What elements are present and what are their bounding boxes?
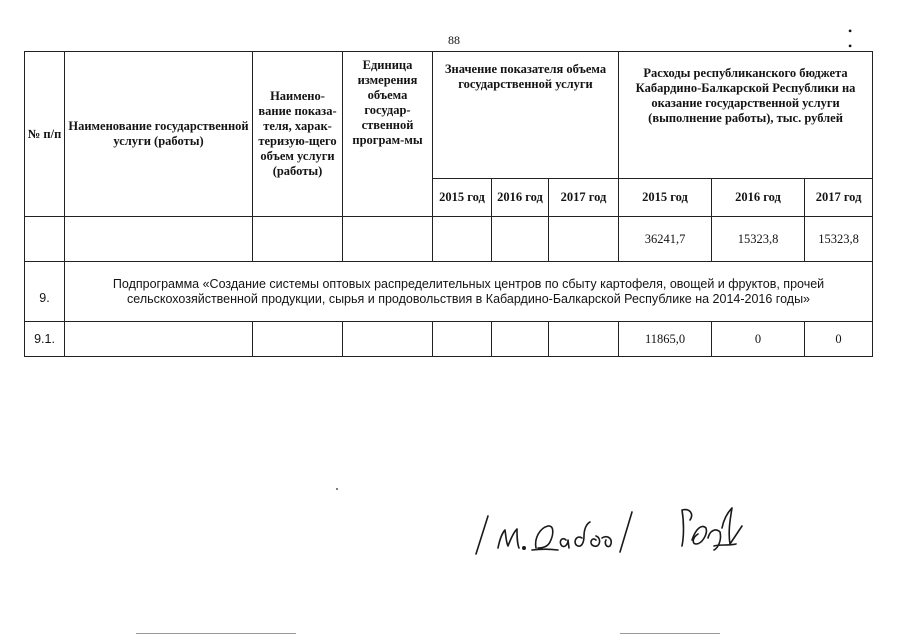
total-expense-2016: 15323,8 bbox=[712, 217, 805, 262]
table-cell bbox=[549, 322, 619, 357]
scan-speck bbox=[336, 488, 338, 490]
table-cell bbox=[65, 217, 253, 262]
corner-marks: • • bbox=[848, 24, 871, 53]
header-volume-year: 2016 год bbox=[492, 179, 549, 217]
item-row bbox=[25, 322, 873, 357]
header-indicator-name: Наимено-вание показа-теля, харак-теризую-щего объем услуги (работы) bbox=[253, 52, 343, 217]
header-service-name: Наименование государственной услуги (работы) bbox=[65, 52, 253, 217]
scan-artifact-line bbox=[620, 633, 720, 634]
table-cell bbox=[65, 322, 253, 357]
table-cell bbox=[433, 322, 492, 357]
total-row bbox=[25, 217, 873, 262]
header-volume-year: 2017 год bbox=[549, 179, 619, 217]
subprogram-row bbox=[25, 262, 873, 322]
item-number: 9.1. bbox=[25, 322, 65, 357]
header-expense-year: 2015 год bbox=[619, 179, 712, 217]
header-unit: Единица измерения объема государ-ственной програм-мы bbox=[343, 52, 433, 217]
table-cell bbox=[343, 217, 433, 262]
subprogram-title: Подпрограмма «Создание системы оптовых распределительных центров по сбыту картофеля, овощей и фруктов, прочей сельскохозяйственной продукции, сырья и продовольствия в Кабардино-Балкарской Республике на 2014-2016 годы» bbox=[65, 262, 873, 322]
table-cell bbox=[253, 322, 343, 357]
budget-table bbox=[24, 51, 873, 357]
signature-drawing bbox=[470, 488, 800, 568]
total-expense-2015: 36241,7 bbox=[619, 217, 712, 262]
scan-artifact-line bbox=[136, 633, 296, 634]
header-volume-group: Значение показателя объема государственной услуги bbox=[433, 52, 619, 179]
header-row-1 bbox=[25, 52, 873, 179]
item-expense-2017: 0 bbox=[805, 322, 873, 357]
header-expense-year: 2017 год bbox=[805, 179, 873, 217]
item-expense-2016: 0 bbox=[712, 322, 805, 357]
table-cell bbox=[253, 217, 343, 262]
subprogram-number: 9. bbox=[25, 262, 65, 322]
total-expense-2017: 15323,8 bbox=[805, 217, 873, 262]
table-cell bbox=[433, 217, 492, 262]
handwritten-signature bbox=[470, 488, 800, 568]
header-expense-year: 2016 год bbox=[712, 179, 805, 217]
item-expense-2015: 11865,0 bbox=[619, 322, 712, 357]
table-cell bbox=[492, 322, 549, 357]
header-expense-group: Расходы республиканского бюджета Кабардино-Балкарской Республики на оказание государственной услуги (выполнение работы), тыс. рублей bbox=[619, 52, 873, 179]
table-cell bbox=[343, 322, 433, 357]
table-cell bbox=[25, 217, 65, 262]
page-number: 88 bbox=[448, 33, 460, 47]
table-cell bbox=[492, 217, 549, 262]
header-num: № п/п bbox=[25, 52, 65, 217]
table-cell bbox=[549, 217, 619, 262]
header-volume-year: 2015 год bbox=[433, 179, 492, 217]
